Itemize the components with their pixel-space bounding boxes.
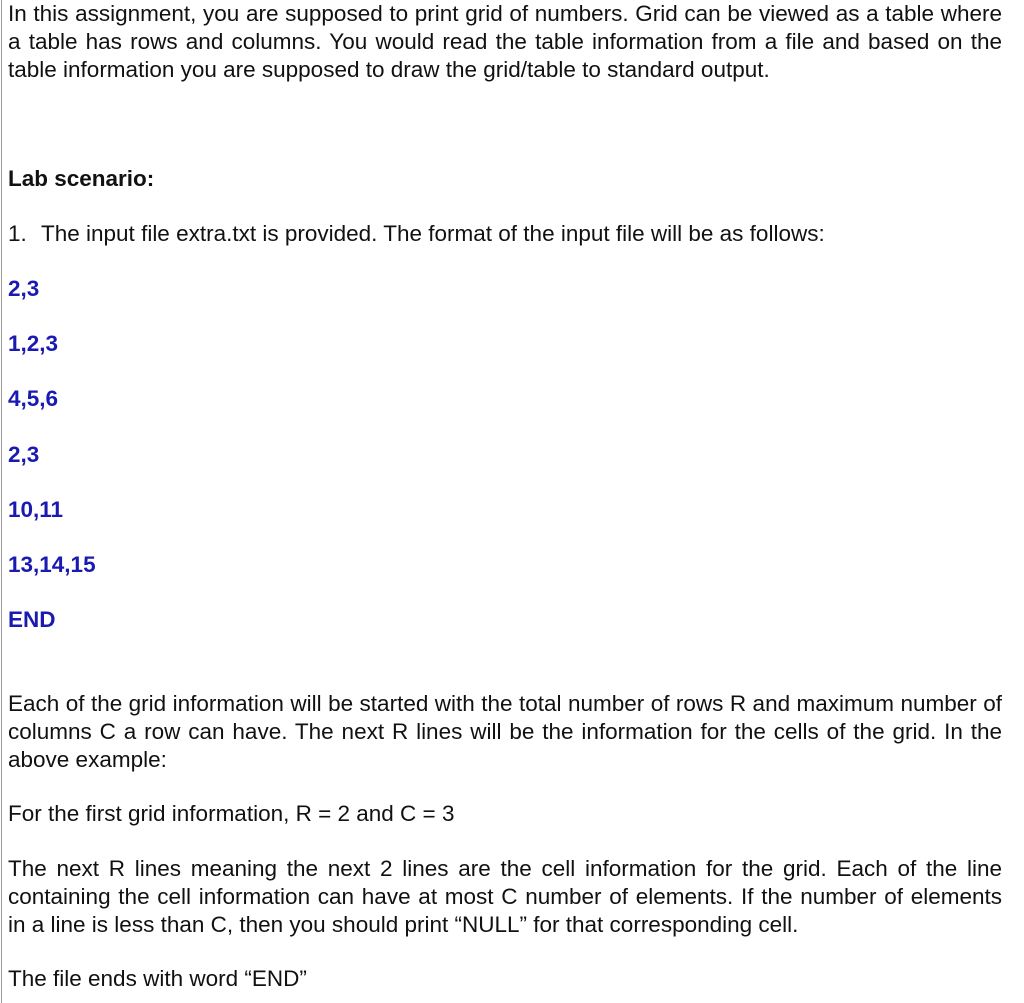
file-line: 4,5,6 xyxy=(8,386,59,411)
step-1 xyxy=(8,220,825,248)
next-lines-paragraph: The next R lines meaning the next 2 lines are the cell information for the grid. Each of the line containing the cell information can have at most C number of elements. If the number of elements in a line is less than C, then you should print “NULL” for that corresponding cell. xyxy=(8,856,1002,937)
file-line: 10,11 xyxy=(8,497,64,522)
file-line: 1,2,3 xyxy=(8,331,59,356)
intro-paragraph: In this assignment, you are supposed to print grid of numbers. Grid can be viewed as a table where a table has rows and columns. You would read the table information from a file and based on the table information you are supposed to draw the grid/table to standard output. xyxy=(8,1,1002,82)
lab-scenario-heading: Lab scenario: xyxy=(8,166,155,191)
step-1-number: 1. xyxy=(8,221,27,246)
file-ends-paragraph: The file ends with word “END” xyxy=(8,966,307,991)
first-grid-paragraph: For the first grid information, R = 2 and C = 3 xyxy=(8,801,455,826)
file-line: 13,14,15 xyxy=(8,552,96,577)
file-line: 2,3 xyxy=(8,442,40,467)
file-line-end: END xyxy=(8,607,56,632)
step-1-text: The input file extra.txt is provided. The format of the input file will be as follows: xyxy=(41,221,825,246)
file-line: 2,3 xyxy=(8,276,40,301)
page-edge-line xyxy=(1,0,2,1003)
grid-info-paragraph: Each of the grid information will be started with the total number of rows R and maximum number of columns C a row can have. The next R lines will be the information for the cells of the grid. In the above example: xyxy=(8,691,1002,772)
